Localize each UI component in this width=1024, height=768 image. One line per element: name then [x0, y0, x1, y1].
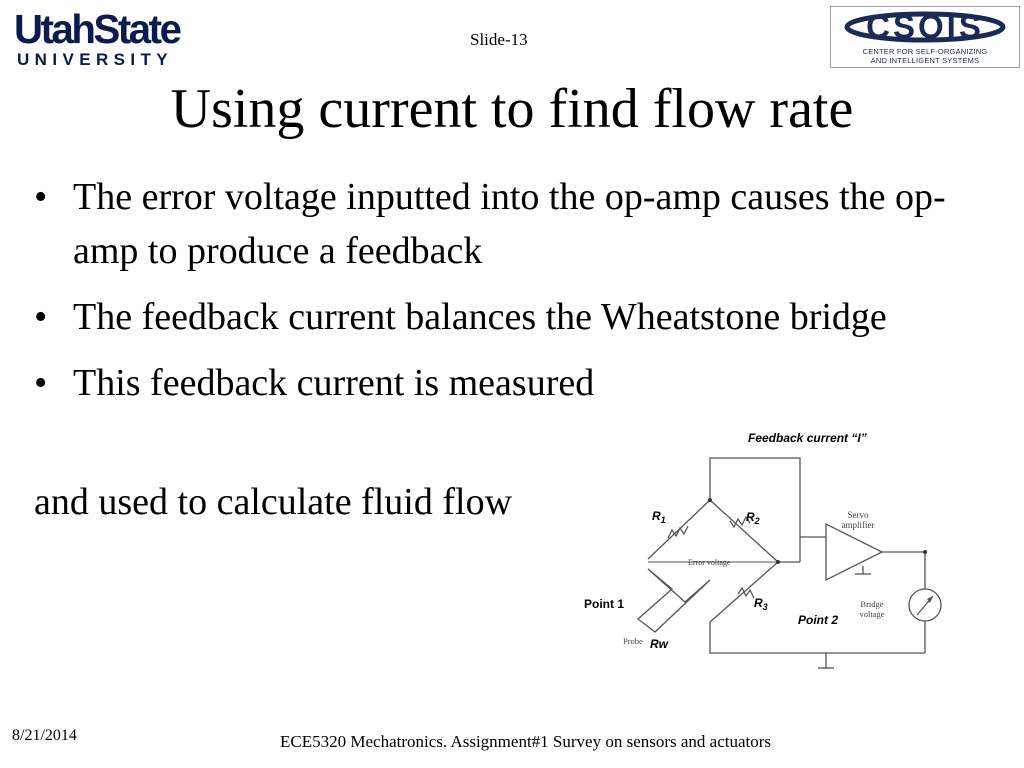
node-top: [708, 498, 712, 502]
csois-logo: [830, 6, 1020, 68]
feedback-wire: [710, 458, 826, 537]
bridge-voltage-line1: Bridge: [860, 599, 884, 609]
footer-course: ECE5320 Mechatronics. Assignment#1 Survey on sensors and actuators: [280, 732, 772, 751]
usu-logo: [14, 6, 200, 72]
r2-arm: [710, 500, 778, 562]
servo-label-line1: Servo: [847, 510, 869, 520]
point2-label: Point 2: [798, 613, 839, 627]
r1-resistor: [668, 526, 688, 538]
point1-label: Point 1: [584, 597, 625, 611]
continuation-text: and used to calculate fluid flow: [34, 481, 513, 523]
csois-logo-mark: [831, 7, 1019, 47]
r1-label: $R_1$: [652, 509, 666, 525]
bullet-glyph: •: [34, 362, 48, 404]
probe-body: [638, 569, 710, 632]
csois-logo-line2: AND INTELLIGENT SYSTEMS: [870, 56, 980, 65]
footer-date: 8/21/2014: [12, 727, 77, 744]
bridge-voltage-line2: voltage: [859, 609, 885, 619]
rw-label: Rw: [650, 637, 668, 651]
bullet-glyph: •: [34, 296, 48, 338]
circuit-wires: [638, 458, 941, 668]
bullet-item: [34, 356, 994, 410]
node-output: [923, 550, 927, 554]
bullet-item: [34, 170, 994, 278]
bullet-text: The error voltage inputted into the op-amp causes the op-amp to produce a feedback: [73, 176, 946, 272]
r2-label: $R_2$: [746, 510, 760, 526]
bullet-list: [34, 170, 994, 422]
csois-logo-line1: CENTER FOR SELF-ORGANIZING: [862, 47, 988, 56]
wheatstone-bridge-diagram: [560, 424, 960, 674]
bullet-glyph: •: [34, 176, 48, 218]
servo-label-line2: amplifier: [841, 520, 875, 530]
feedback-current-label: Feedback current “I”: [748, 431, 867, 445]
usu-logo-wordmark: UtahState: [14, 6, 180, 52]
bullet-text: This feedback current is measured: [73, 362, 595, 404]
slide-title: Using current to find flow rate: [170, 78, 854, 140]
bullet-item: [34, 290, 994, 344]
servo-amplifier-symbol: [826, 524, 882, 580]
error-voltage-label: Error voltage: [688, 558, 731, 567]
usu-logo-university: UNIVERSITY: [17, 50, 174, 69]
node-right: [776, 560, 780, 564]
slide-number: Slide-13: [470, 30, 528, 49]
bullet-text: The feedback current balances the Wheatstone bridge: [73, 296, 887, 338]
r3-label: $R_3$: [754, 596, 768, 612]
csois-logo-word: CSOIS: [866, 8, 984, 45]
probe-label: Probe: [623, 636, 643, 646]
